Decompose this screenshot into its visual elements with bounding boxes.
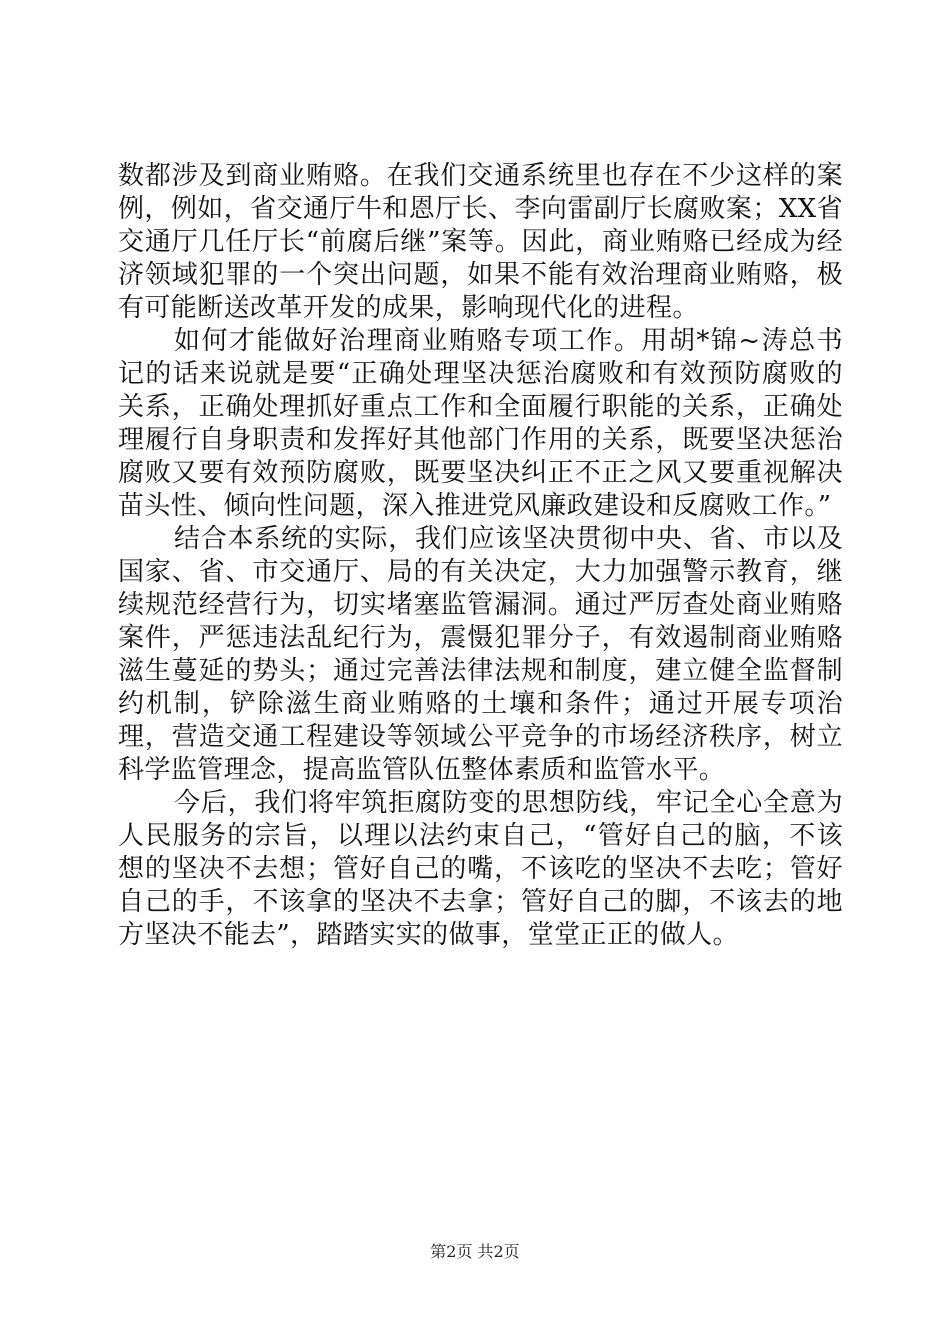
paragraph-4: 今后，我们将牢筑拒腐防变的思想防线，牢记全心全意为人民服务的宗旨，以理以法约束自己，“管好自己的脑，不该想的坚决不去想；管好自己的嘴，不该吃的坚决不去吃；管好自己的手，不该拿的坚决不去拿；管好自己的脚，不该去的地方坚决不能去”，踏踏实实的做事，堂堂正正的做人。 — [118, 788, 843, 950]
page-number-footer: 第2页 共2页 — [430, 1242, 520, 1261]
paragraph-2: 如何才能做好治理商业贿赂专项工作。用胡*锦~涛总书记的话来说就是要“正确处理坚决惩治腐败和有效预防腐败的关系，正确处理抓好重点工作和全面履行职能的关系，正确处理履行自身职责和发挥好其他部门作用的关系，既要坚决惩治腐败又要有效预防腐败，既要坚决纠正不正之风又要重视解决苗头性、倾向性问题，深入推进党风廉政建设和反腐败工作。” — [118, 326, 843, 521]
paragraph-3: 结合本系统的实际，我们应该坚决贯彻中央、省、市以及国家、省、市交通厅、局的有关决定，大力加强警示教育，继续规范经营行为，切实堵塞监管漏洞。通过严厉查处商业贿赂案件，严惩违法乱纪行为，震慑犯罪分子，有效遏制商业贿赂滋生蔓延的势头；通过完善法律法规和制度，建立健全监督制约机制，铲除滋生商业贿赂的土壤和条件；通过开展专项治理，营造交通工程建设等领域公平竞争的市场经济秩序，树立科学监管理念，提高监管队伍整体素质和监管水平。 — [118, 524, 843, 785]
paragraph-1: 数都涉及到商业贿赂。在我们交通系统里也存在不少这样的案例，例如，省交通厅牛和恩厅长、李向雷副厅长腐败案；XX省交通厅几任厅长“前腐后继”案等。因此，商业贿赂已经成为经济领域犯罪的一个突出问题，如果不能有效治理商业贿赂，极有可能断送改革开发的成果，影响现代化的进程。 — [118, 161, 843, 323]
document-body — [118, 160, 843, 952]
